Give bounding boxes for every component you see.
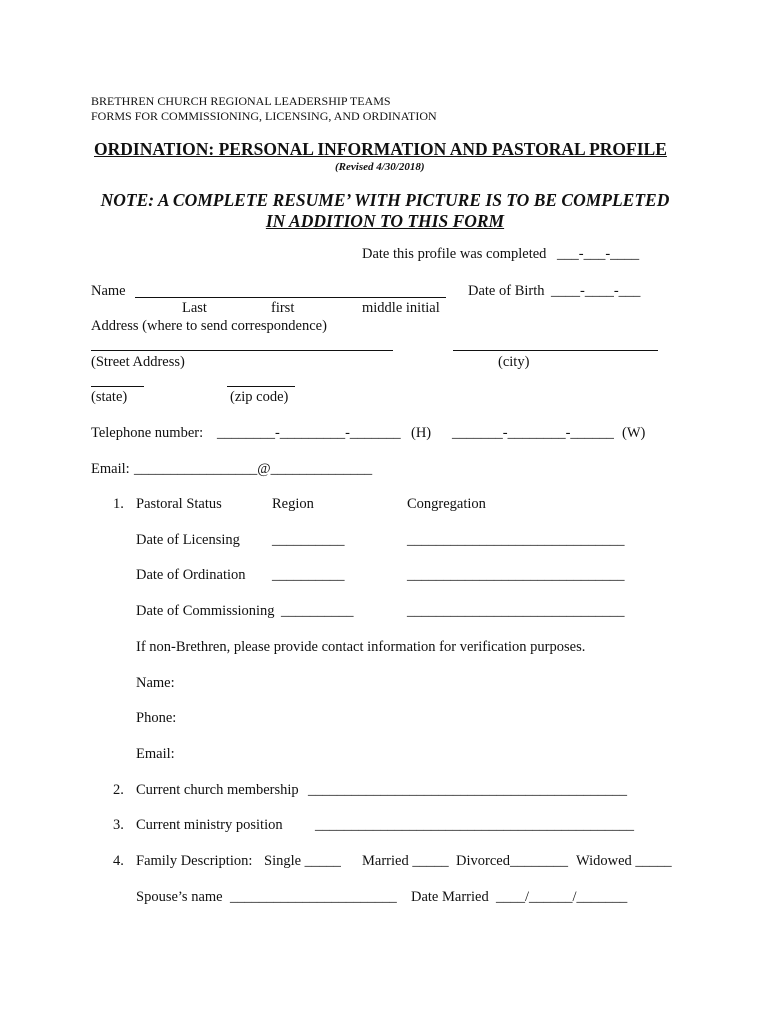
family-description-label: Family Description: [136, 853, 253, 869]
state-field[interactable] [91, 386, 144, 387]
date-married-label: Date Married [411, 889, 489, 905]
zip-field[interactable] [227, 386, 295, 387]
header-line-1: BRETHREN CHURCH REGIONAL LEADERSHIP TEAMS [91, 94, 391, 108]
zip-label: (zip code) [230, 389, 289, 405]
section-3-number: 3. [113, 817, 124, 833]
commissioning-label: Date of Commissioning [136, 603, 275, 619]
state-label: (state) [91, 389, 128, 405]
name-sub-first: first [271, 300, 295, 316]
licensing-label: Date of Licensing [136, 532, 240, 548]
ordination-congregation-field[interactable]: ______________________________ [407, 567, 625, 583]
divorced-field[interactable]: Divorced________ [456, 853, 568, 869]
date-married-field[interactable]: ____/______/_______ [496, 889, 628, 905]
church-membership-field[interactable]: ____________________________________________ [308, 782, 627, 798]
contact-phone-label: Phone: [136, 710, 177, 726]
dob-field[interactable]: ____-____-___ [551, 283, 641, 299]
church-membership-label: Current church membership [136, 782, 299, 798]
date-completed-label: Date this profile was completed [362, 246, 547, 262]
section-1-number: 1. [113, 496, 124, 512]
header-line-2: FORMS FOR COMMISSIONING, LICENSING, AND ORDINATION [91, 109, 437, 123]
contact-email-label: Email: [136, 746, 175, 762]
email-label: Email: [91, 461, 130, 477]
name-field[interactable] [135, 297, 446, 298]
note-line-2-wrap [0, 213, 770, 231]
telephone-label: Telephone number: [91, 425, 204, 441]
contact-name-label: Name: [136, 675, 175, 691]
telephone-home-suffix: (H) [411, 425, 432, 441]
married-field[interactable]: Married _____ [362, 853, 449, 869]
congregation-heading: Congregation [407, 496, 486, 512]
form-title: ORDINATION: PERSONAL INFORMATION AND PASTORAL PROFILE [94, 139, 667, 159]
email-field[interactable]: _________________@______________ [134, 461, 373, 477]
section-4-number: 4. [113, 853, 124, 869]
telephone-home-field[interactable]: ________-_________-_______ [217, 425, 401, 441]
commissioning-congregation-field[interactable]: ______________________________ [407, 603, 625, 619]
commissioning-region-field[interactable]: __________ [281, 603, 354, 619]
street-label: (Street Address) [91, 354, 185, 370]
name-sub-middle: middle initial [362, 300, 440, 316]
spouse-name-label: Spouse’s name [136, 889, 223, 905]
ministry-position-field[interactable]: ____________________________________________ [315, 817, 634, 833]
licensing-congregation-field[interactable]: ______________________________ [407, 532, 625, 548]
spouse-name-field[interactable]: _______________________ [230, 889, 397, 905]
revised-date: (Revised 4/30/2018) [335, 161, 425, 173]
ordination-label: Date of Ordination [136, 567, 246, 583]
street-field[interactable] [91, 350, 393, 351]
note-line-1: NOTE: A COMPLETE RESUME’ WITH PICTURE IS TO BE COMPLETED [100, 190, 670, 210]
city-label: (city) [498, 354, 530, 370]
ordination-region-field[interactable]: __________ [272, 567, 345, 583]
city-field[interactable] [453, 350, 658, 351]
section-2-number: 2. [113, 782, 124, 798]
name-label: Name [91, 283, 126, 299]
non-brethren-note: If non-Brethren, please provide contact information for verification purposes. [136, 639, 586, 655]
region-heading: Region [272, 496, 314, 512]
dob-label: Date of Birth [468, 283, 545, 299]
telephone-work-suffix: (W) [622, 425, 646, 441]
date-completed-field[interactable]: ___-___-____ [557, 246, 640, 262]
ministry-position-label: Current ministry position [136, 817, 283, 833]
address-label: Address (where to send correspondence) [91, 318, 327, 334]
note-line-2: IN ADDITION TO THIS FORM [265, 211, 505, 231]
single-field[interactable]: Single _____ [264, 853, 341, 869]
telephone-work-field[interactable]: _______-________-______ [452, 425, 614, 441]
name-sub-last: Last [182, 300, 207, 316]
pastoral-status-heading: Pastoral Status [136, 496, 222, 512]
widowed-field[interactable]: Widowed _____ [576, 853, 672, 869]
licensing-region-field[interactable]: __________ [272, 532, 345, 548]
